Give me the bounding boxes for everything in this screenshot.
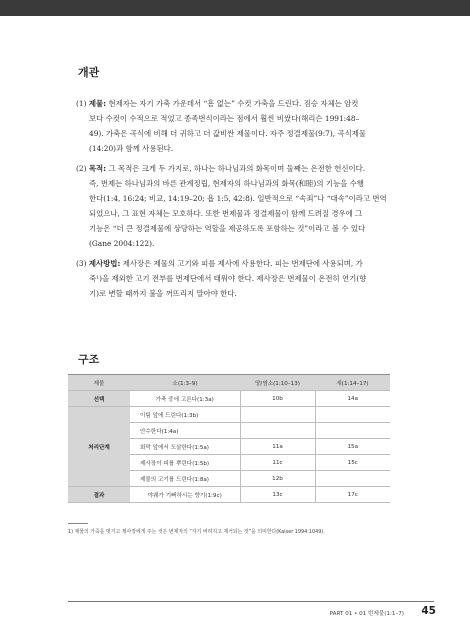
table-cell: 제사장이 피를 뿌린다(1:5b) bbox=[130, 455, 240, 471]
table-cell bbox=[315, 407, 390, 423]
row-header: 결과 bbox=[68, 487, 130, 503]
overview-item-purpose bbox=[76, 161, 394, 251]
table-cell: 야웨가 기뻐하시는 향기(1:9c) bbox=[130, 487, 240, 503]
structure-heading: 구조 bbox=[78, 353, 100, 366]
table-cell: 13c bbox=[240, 487, 315, 503]
table-row bbox=[68, 407, 390, 423]
item-number: (1) bbox=[76, 99, 87, 108]
running-footer: PART 01 • 01 번제물(1:1–7) bbox=[329, 611, 404, 617]
footnote-divider bbox=[68, 523, 88, 524]
item-number: (3) bbox=[76, 259, 87, 268]
table-header-cell: 제물 bbox=[68, 375, 130, 391]
table-cell: 17c bbox=[315, 487, 390, 503]
table-cell: 안수한다(1:4a) bbox=[130, 423, 240, 439]
table-cell: 15a bbox=[315, 439, 390, 455]
item-term: 제물: bbox=[88, 99, 107, 108]
table-cell: 이팀 앞에 드린다(1:3b) bbox=[130, 407, 240, 423]
item-text-line: 그 목적은 크게 두 가지로, 하나는 하나님과의 화목이며 둘째는 온전한 헌신이다. bbox=[108, 164, 366, 173]
footnote-text: 1) 제물의 가죽을 벗기고 제사장에게 주는 것은 번제자의 “자기 버려지고 제거되는 것”을 의미한다(Kaiser 1994:1049). bbox=[68, 529, 325, 535]
top-header-bar bbox=[0, 0, 470, 16]
item-text-line: 제사장은 제물의 고기와 피를 제사에 사용한다. 피는 번제단에 사용되며, 가 bbox=[122, 259, 363, 268]
overview-heading: 개관 bbox=[78, 66, 100, 79]
item-text-line: 되었으나, 그 표현 자체는 모호하다. 또한 번제물과 정결제물이 함께 드려질 경우에 그 bbox=[89, 209, 363, 218]
table-cell: 11c bbox=[240, 455, 315, 471]
item-text-line: 한다(1:4, 16:24; 비교, 14:19–20; 욥 1:5, 42:8). 일반적으로 “속죄”나 “대속”이라고 번역 bbox=[89, 194, 387, 203]
table-cell bbox=[315, 471, 390, 487]
table-cell bbox=[315, 423, 390, 439]
page-number: 45 bbox=[421, 605, 436, 617]
footer-divider bbox=[68, 601, 434, 602]
table-header-cell: 소(1:3–9) bbox=[130, 375, 240, 391]
table-cell: 12b bbox=[240, 471, 315, 487]
item-number: (2) bbox=[76, 164, 87, 173]
table-row bbox=[68, 391, 390, 407]
item-text-line: 현제자는 자기 가축 가운데서 “흠 없는” 수컷 가축을 드린다. 짐승 자체는 암컷 bbox=[108, 99, 359, 108]
table-row bbox=[68, 487, 390, 503]
item-text-line: 죽¹)을 제외한 고기 전부를 번제단에서 태워야 한다. 제사장은 번제물이 온전히 연기(향 bbox=[89, 274, 367, 283]
table-cell: 14a bbox=[315, 391, 390, 407]
table-cell: 15c bbox=[315, 455, 390, 471]
table-cell bbox=[240, 423, 315, 439]
table-header-cell: 양/염소(1:10–13) bbox=[240, 375, 315, 391]
item-text-line: (14:20)과 함께 사용된다. bbox=[89, 144, 174, 153]
row-header: 선택 bbox=[68, 391, 130, 407]
table-cell: 가축 중에 고른다(1:3a) bbox=[130, 391, 240, 407]
row-header: 처리단계 bbox=[68, 407, 130, 487]
item-term: 제사방법: bbox=[88, 259, 121, 268]
item-text-line: 기능은 “더 큰 정결제물에 상당하는 역할을 제공하도록 포함하는 것”이라고 볼 수 있다 bbox=[89, 224, 366, 233]
item-text-line: (Gane 2004:122). bbox=[89, 239, 155, 248]
item-text-line: 기)로 변할 때까지 불을 꺼뜨리지 말아야 한다. bbox=[89, 289, 237, 298]
table-cell: 제물의 고기를 드린다(1:8a) bbox=[130, 471, 240, 487]
overview-item-offering bbox=[76, 96, 394, 156]
item-text-line: 보다 수컷이 수적으로 적었고 종족번식이라는 점에서 훨씬 비쌌다(해리슨 1991:48– bbox=[89, 114, 360, 123]
table-cell: 11a bbox=[240, 439, 315, 455]
table-header-row bbox=[68, 375, 390, 391]
item-text-line: 즉, 번제는 하나님과의 바른 관계정립, 현제자의 하나님과의 화목(和睦)의 기능을 수행 bbox=[89, 179, 364, 188]
item-text-line: 49). 가축은 곡식에 비해 더 귀하고 더 값비싼 제물이다. 자주 정결제물(9:7), 곡식제물 bbox=[89, 129, 367, 138]
table-cell bbox=[240, 407, 315, 423]
table-cell: 회막 앞에서 도살한다(1:5a) bbox=[130, 439, 240, 455]
item-term: 목적: bbox=[88, 164, 107, 173]
structure-table bbox=[68, 374, 390, 503]
table-header-cell: 새(1:14–17) bbox=[315, 375, 390, 391]
overview-list bbox=[76, 96, 394, 306]
table-cell: 10b bbox=[240, 391, 315, 407]
overview-item-method bbox=[76, 256, 394, 301]
